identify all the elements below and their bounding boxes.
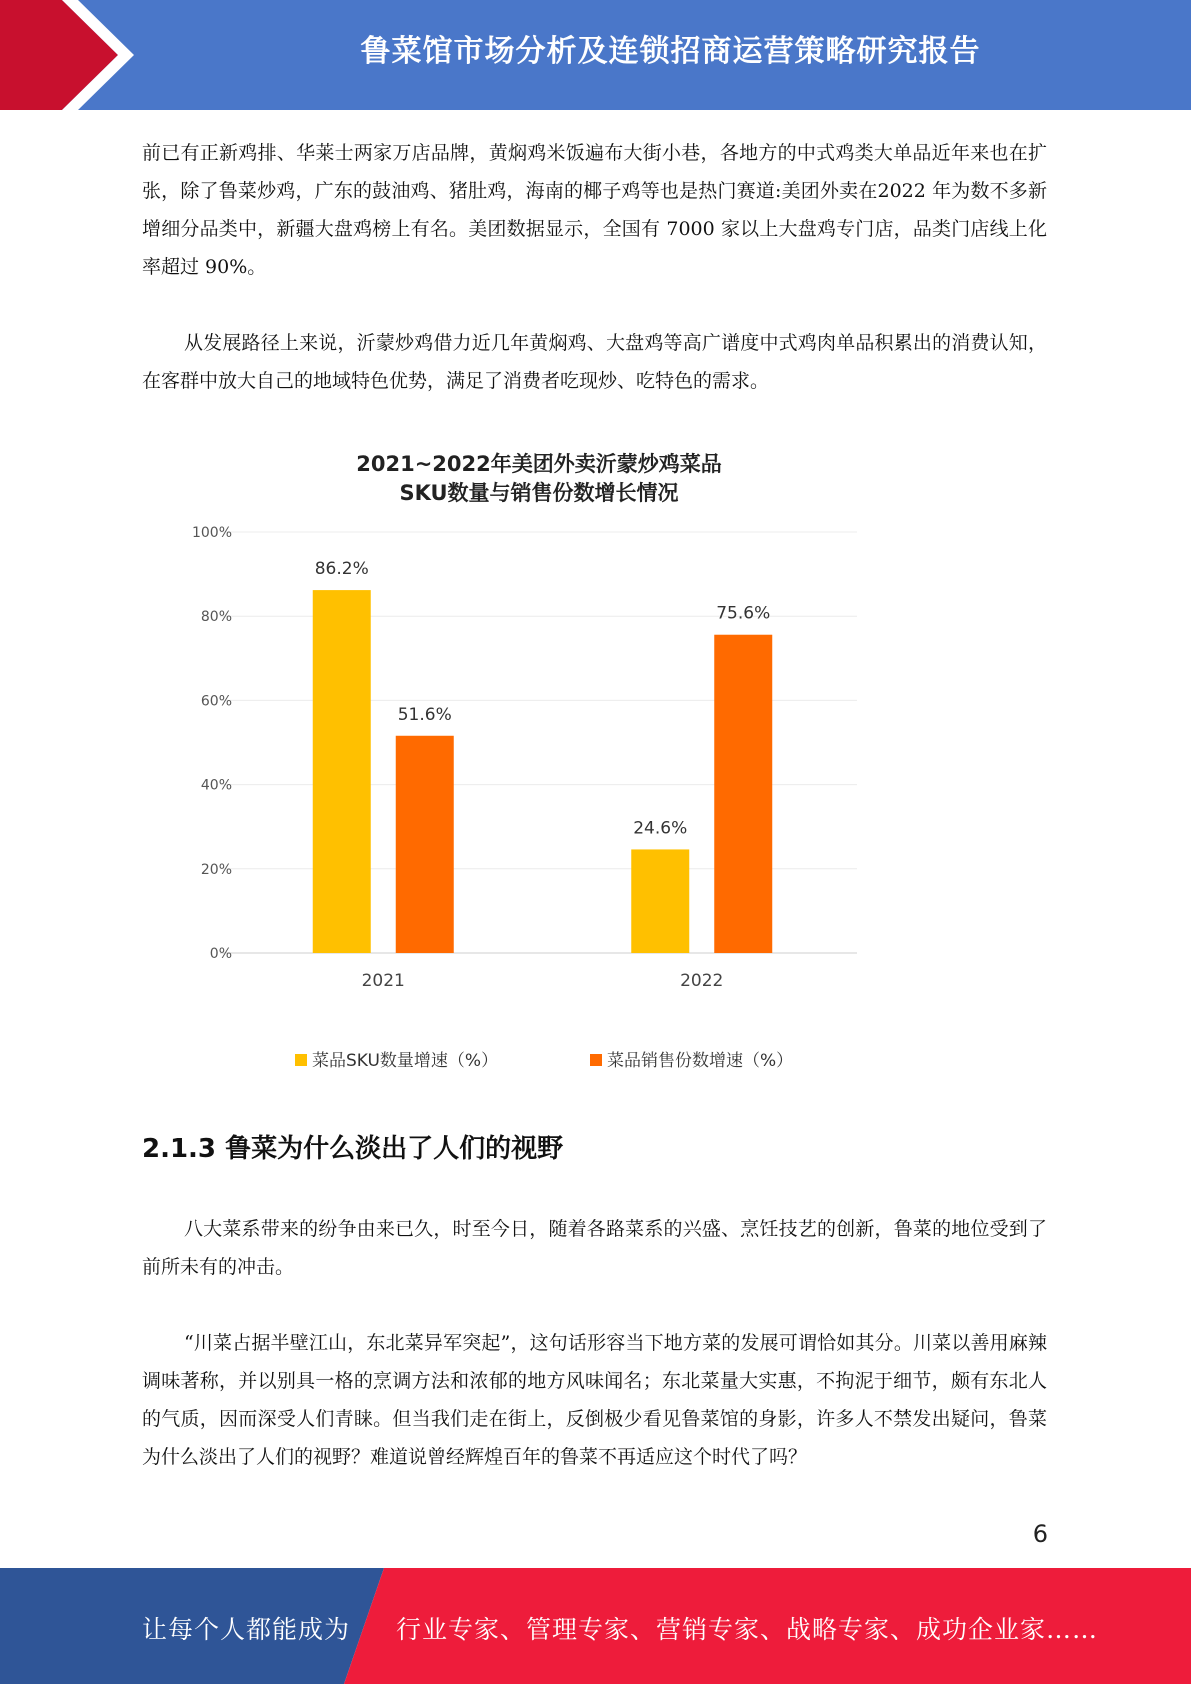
x-category-label: 2021 [361, 971, 405, 991]
footer-slogan-right: 行业专家、管理专家、营销专家、战略专家、成功企业家…… [396, 1615, 1099, 1644]
y-tick-label: 40% [200, 777, 232, 794]
legend-swatch [590, 1054, 602, 1066]
data-label: 24.6% [633, 818, 688, 839]
footer-slogan-left: 让每个人都能成为 [142, 1615, 351, 1644]
legend-label: 菜品SKU数量增速（%） [312, 1051, 499, 1071]
bar-chart [180, 440, 880, 1080]
x-category-label: 2022 [680, 971, 724, 991]
section-heading: 2.1.3 鲁菜为什么淡出了人们的视野 [142, 1134, 564, 1164]
chart-title-line-1: 2021~2022年美团外卖沂蒙炒鸡菜品 [356, 452, 722, 476]
page-header [0, 0, 1191, 110]
legend-swatch [295, 1054, 307, 1066]
y-tick-label: 60% [200, 693, 232, 710]
body-paragraph-2: 从发展路径上来说，沂蒙炒鸡借力近几年黄焖鸡、大盘鸡等高广谱度中式鸡肉单品积累出的消费认知，在客群中放大自己的地域特色优势，满足了消费者吃现炒、吃特色的需求。 [142, 332, 1047, 392]
body-paragraph-4: “川菜占据半壁江山，东北菜异军突起”，这句话形容当下地方菜的发展可谓恰如其分。川菜以善用麻辣调味著称，并以别具一格的烹调方法和浓郁的地方风味闻名；东北菜量大实惠，不拘泥于细节，颇有东北人的气质，因而深受人们青睐。但当我们走在街上，反倒极少看见鲁菜馆的身影，许多人不禁发出疑问，鲁菜为什么淡出了人们的视野？难道说曾经辉煌百年的鲁菜不再适应这个时代了吗？ [142, 1332, 1047, 1468]
bar [631, 849, 689, 953]
body-paragraph-3: 八大菜系带来的纷争由来已久，时至今日，随着各路菜系的兴盛、烹饪技艺的创新，鲁菜的地位受到了前所未有的冲击。 [142, 1218, 1047, 1278]
page-footer [0, 1568, 1191, 1684]
bar [313, 590, 371, 953]
y-tick-label: 0% [209, 946, 232, 962]
y-tick-label: 80% [200, 609, 232, 626]
data-label: 75.6% [716, 603, 771, 624]
y-tick-label: 20% [200, 861, 232, 878]
chart-title-line-2: SKU数量与销售份数增长情况 [399, 481, 679, 505]
data-label: 51.6% [397, 704, 452, 725]
data-label: 86.2% [314, 559, 369, 580]
report-title: 鲁菜馆市场分析及连锁招商运营策略研究报告 [360, 34, 981, 69]
bar [396, 736, 454, 953]
bar [714, 635, 772, 953]
legend-label: 菜品销售份数增速（%） [607, 1051, 794, 1071]
page-number: 6 [1032, 1520, 1048, 1548]
body-paragraph-1: 前已有正新鸡排、华莱士两家万店品牌，黄焖鸡米饭遍布大街小巷，各地方的中式鸡类大单品近年来也在扩张，除了鲁菜炒鸡，广东的鼓油鸡、猪肚鸡，海南的椰子鸡等也是热门赛道:美团外卖在2022 年为数不多新增细分品类中，新疆大盘鸡榜上有名。美团数据显示，全国有 7000 家以上大盘鸡专门店，品类门店线上化率超过 90%。 [142, 142, 1047, 278]
y-tick-label: 100% [191, 525, 232, 541]
